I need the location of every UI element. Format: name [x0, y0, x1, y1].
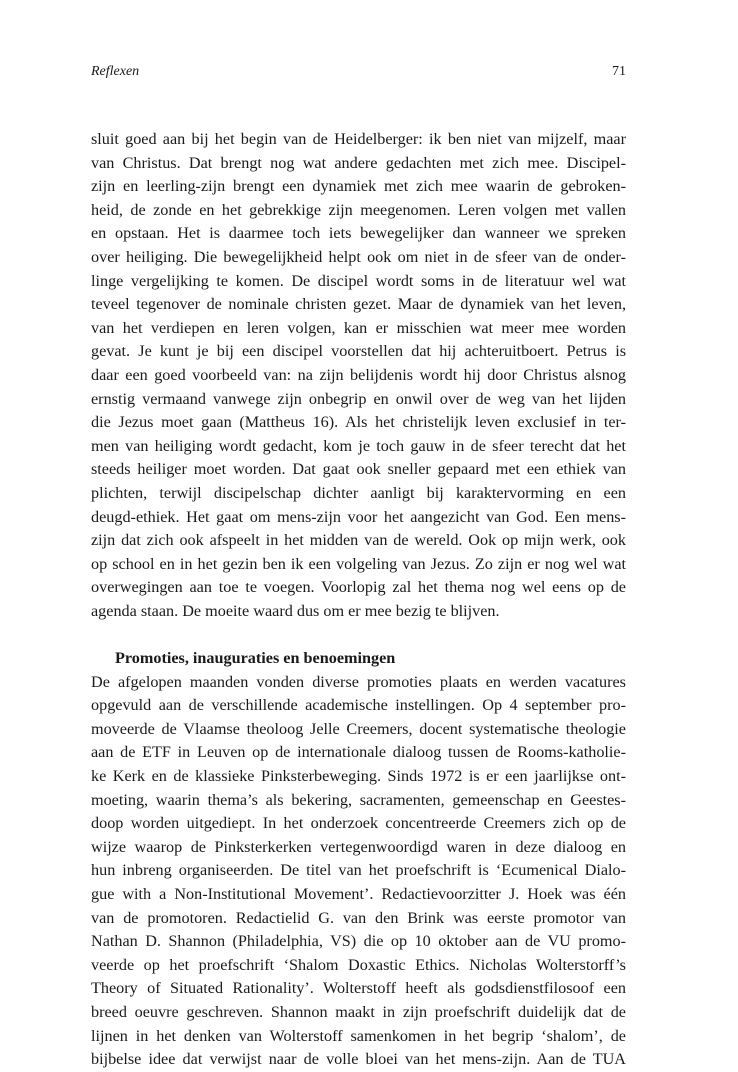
- text-line: ernstig vermaand vanwege zijn onbegrip en onwil over de weg van het lijden: [91, 389, 626, 408]
- text-line: zijn dat zich ook afspeelt in het midden van de wereld. Ook op mijn werk, ook: [91, 531, 626, 550]
- running-title: Reflexen: [91, 64, 140, 79]
- text-line: heid, de zonde en het gebrekkige zijn meegenomen. Leren volgen met vallen: [91, 200, 626, 219]
- text-line: deugd-ethiek. Het gaat om mens-zijn voor het aangezicht van God. Een mens-: [91, 507, 626, 526]
- text-line: doop worden uitgediept. In het onderzoek concentreerde Creemers zich op de: [91, 814, 626, 833]
- text-line: plichten, terwijl discipelschap dichter aanligt bij karaktervorming en een: [91, 483, 626, 502]
- text-line: daar een goed voorbeeld van: na zijn belijdenis wordt hij door Christus alsnog: [91, 365, 626, 384]
- text-line: agenda staan. De moeite waard dus om er mee bezig te blijven.: [91, 601, 500, 620]
- text-line: opgevuld aan de verschillende academische instellingen. Op 4 september pro-: [91, 696, 626, 715]
- paragraph-heidelberger: [91, 128, 626, 623]
- text-line: De afgelopen maanden vonden diverse promoties plaats en werden vacatures: [91, 672, 626, 691]
- text-line: lijnen in het denken van Wolterstoff samenkomen in het begrip ‘shalom’, de: [91, 1026, 626, 1045]
- text-line: zijn en leerling-zijn brengt een dynamiek met zich mee waarin de gebroken-: [91, 177, 626, 196]
- paragraph-promoties: [91, 671, 626, 1072]
- text-line: Theory of Situated Rationality’. Wolterstoff heeft als godsdienstfilosoof een: [91, 979, 626, 998]
- text-line: van het verdiepen en leren volgen, kan er misschien wat meer mee worden: [91, 318, 626, 337]
- text-line: men van heiliging wordt gedacht, kom je toch gauw in de sfeer terecht dat het: [91, 436, 626, 455]
- text-line: en opstaan. Het is daarmee toch iets bewegelijker dan wanneer we spreken: [91, 224, 626, 243]
- text-line: sluit goed aan bij het begin van de Heidelberger: ik ben niet van mijzelf, maar: [91, 130, 626, 148]
- text-line: gevat. Je kunt je bij een discipel voorstellen dat hij achteruitboert. Petrus is: [91, 342, 626, 361]
- text-line: teveel tegenover de nominale christen gezet. Maar de dynamiek van het leven,: [91, 295, 626, 314]
- text-line: breed oeuvre geschreven. Shannon maakt in zijn proefschrift duidelijk dat de: [91, 1002, 626, 1021]
- text-line: steeds heiliger moet worden. Dat gaat ook sneller gepaard met een ethiek van: [91, 460, 626, 479]
- page-body: [91, 128, 626, 1072]
- text-line: aan de ETF in Leuven op de internationale dialoog tussen de Rooms-katholie-: [91, 743, 626, 762]
- text-line: wijze waarop de Pinksterkerken vertegenwoordigd waren in deze dialoog en: [91, 837, 626, 856]
- text-line: van de promotoren. Redactielid G. van den Brink was eerste promotor van: [91, 908, 626, 927]
- text-line: linge vergelijking te komen. De discipel wordt soms in de literatuur wel wat: [91, 271, 626, 290]
- text-line: gue with a Non-Institutional Movement’. Redactievoorzitter J. Hoek was één: [91, 885, 626, 903]
- text-line: veerde op het proefschrift ‘Shalom Doxastic Ethics. Nicholas Wolterstorff’s: [91, 955, 626, 974]
- text-line: overwegingen aan toe te voegen. Voorlopig zal het thema nog wel eens op de: [91, 578, 626, 597]
- text-line: ke Kerk en de klassieke Pinksterbeweging. Sinds 1972 is er een jaarlijkse ont-: [91, 767, 626, 786]
- text-line: over heiliging. Die bewegelijkheid helpt ook om niet in de sfeer van de onder-: [91, 247, 626, 266]
- section-heading: Promoties, inauguraties en benoemingen: [115, 649, 396, 668]
- paragraph-gap: [91, 623, 626, 647]
- text-line: hun inbreng organiseerden. De titel van het proefschrift is ‘Ecumenical Dialo-: [91, 861, 626, 880]
- text-line: Nathan D. Shannon (Philadelphia, VS) die op 10 oktober aan de VU promo-: [91, 932, 626, 951]
- text-line: moveerde de Vlaamse theoloog Jelle Creemers, docent systematische theologie: [91, 719, 626, 738]
- page-number: 71: [612, 64, 626, 79]
- text-line: die Jezus moet gaan (Mattheus 16). Als het christelijk leven exclusief in ter-: [91, 413, 626, 432]
- text-line: bijbelse idee dat verwijst naar de volle bloei van het mens-zijn. Aan de TUA: [91, 1050, 626, 1069]
- text-line: op school en in het gezin ben ik een volgeling van Jezus. Zo zijn er nog wel wat: [91, 554, 626, 573]
- text-line: moeting, waarin thema’s als bekering, sacramenten, gemeenschap en Geestes-: [91, 790, 626, 809]
- running-header: [91, 64, 626, 84]
- text-line: van Christus. Dat brengt nog wat andere gedachten met zich mee. Discipel-: [91, 153, 626, 172]
